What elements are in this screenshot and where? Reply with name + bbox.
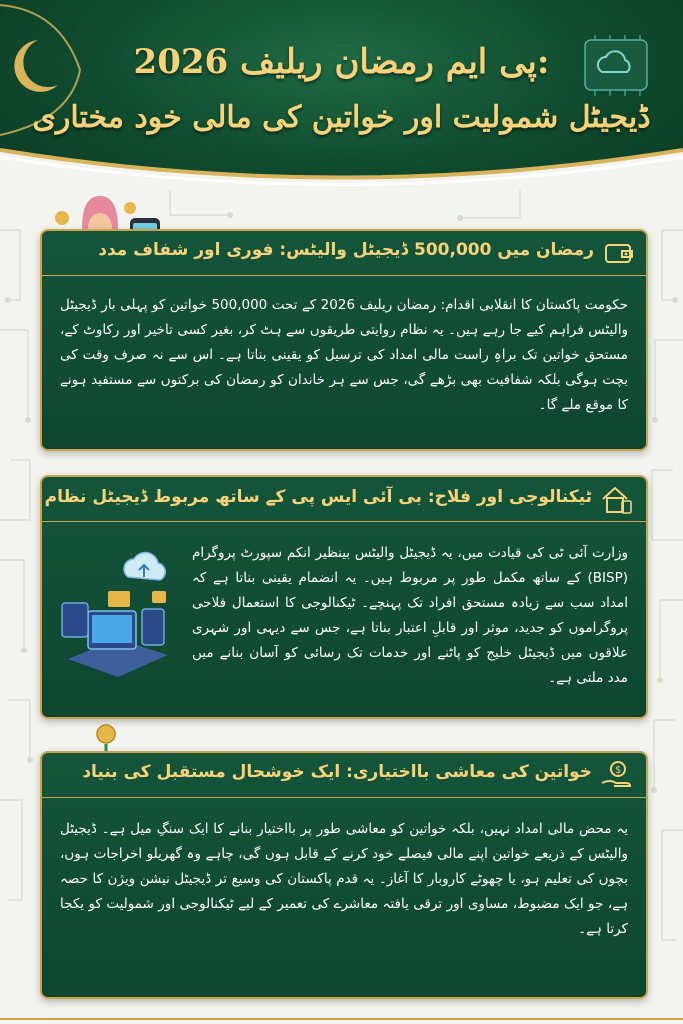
hand-coin-icon [600, 759, 634, 791]
section-card-1 [40, 229, 648, 451]
section-title: رمضان میں 500,000 ڈیجیٹل والیٹس: فوری اور شفاف مدد [98, 240, 594, 260]
digital-devices-illustration [48, 551, 188, 691]
section-card-3 [40, 751, 648, 999]
section-header [42, 477, 646, 522]
section-header [42, 753, 646, 798]
title-line-1: پی ایم رمضان ریلیف 2026: [133, 42, 550, 82]
svg-text:$: $ [615, 765, 622, 776]
wallet-icon [604, 241, 634, 265]
section-body: حکومت پاکستان کا انقلابی اقدام: رمضان ریلیف 2026 کے تحت 500,000 خواتین کو پہلی بار ڈیجیٹل والیٹس فراہم کیے جا رہے ہیں۔ یہ نظام روایتی طریقوں سے ہٹ کر، بغیر کسی تاخیر اور رکاوٹ کے، مستحق خواتین تک براہِ راست مالی امداد کی ترسیل کو یقینی بناتا ہے۔ اس سے نہ صرف وقت کی بچت ہوگی بلکہ شفافیت بھی بڑھے گی، جس سے ہر خاندان کو رمضان کی برکتوں سے مستفید ہونے کا موقع ملے گا۔ [60, 297, 629, 413]
section-body: یہ محض مالی امداد نہیں، بلکہ خواتین کو معاشی طور پر بااختیار بنانے کا ایک سنگِ میل ہے۔ ڈیجیٹل والیٹس کے ذریعے خواتین اپنے مالی فیصلے خود کرنے کے قابل ہوں گی، چاہے وہ گھریلو اخراجات ہوں، بچوں کی تعلیم ہو، یا چھوٹے کاروبار کا آغاز۔ یہ قدم پاکستان کی وسیع تر ڈیجیٹل نیشن ویژن کا حصہ ہے، جو ایک مضبوط، مساوی اور ترقی یافتہ معاشرے کی تعمیر کے لیے ٹیکنالوجی اور شمولیت کو یکجا کرتا ہے۔ [60, 821, 628, 937]
house-device-icon [600, 483, 634, 515]
section-header [42, 231, 646, 276]
section-card-2 [40, 475, 648, 719]
section-title: ٹیکنالوجی اور فلاح: بی آئی ایس پی کے ساتھ مربوط ڈیجیٹل نظام [44, 487, 592, 507]
footer-divider [0, 1014, 683, 1024]
section-body: وزارت آئی ٹی کی قیادت میں، یہ ڈیجیٹل والیٹس بینظیر انکم سپورٹ پروگرام (BISP) کے ساتھ مکمل طور پر مربوط ہیں۔ یہ انضمام یقینی بناتا ہے کہ امداد سب سے زیادہ مستحق افراد تک پہنچے۔ ٹیکنالوجی کا استعمال فلاحی پروگراموں کو جدید، موثر اور قابلِ اعتبار بناتا ہے، جس سے دیہی اور شہری علاقوں میں ڈیجیٹل خلیج کو پاٹنے اور خدمات تک رسائی کو آسان بنانے میں مدد ملتی ہے۔ [192, 545, 628, 686]
title-line-2: ڈیجیٹل شمولیت اور خواتین کی مالی خود مختاری [32, 100, 651, 135]
section-title: خواتین کی معاشی بااختیاری: ایک خوشحال مستقبل کی بنیاد [82, 762, 592, 782]
